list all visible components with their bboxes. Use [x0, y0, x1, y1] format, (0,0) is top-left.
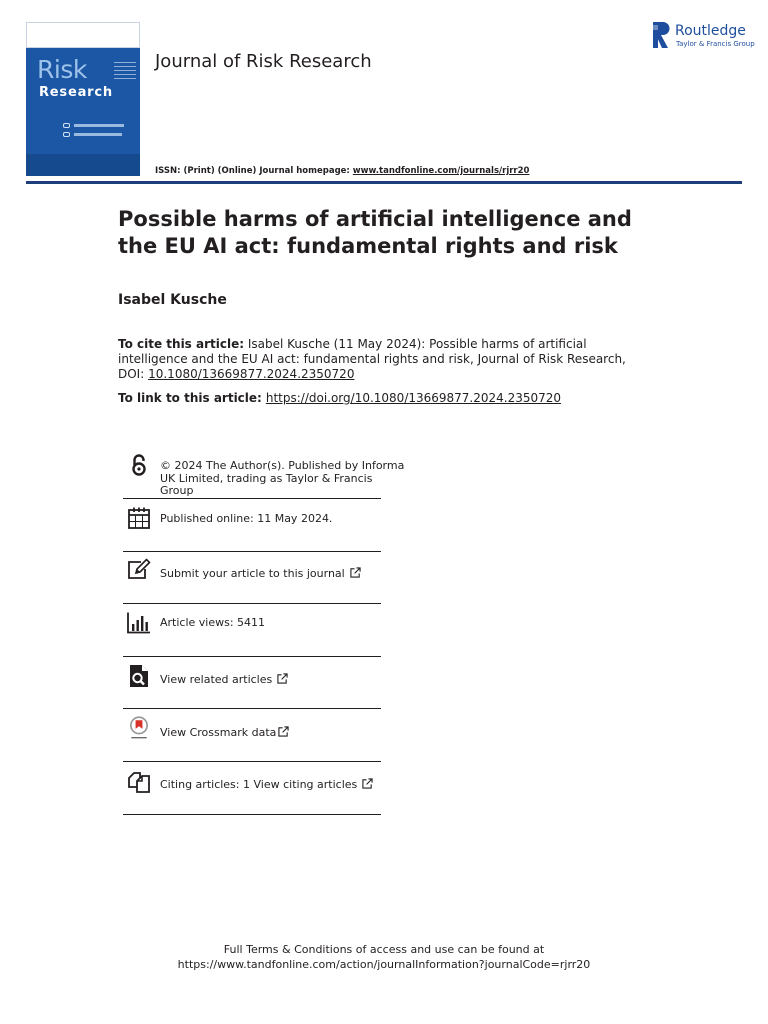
list-divider: [123, 761, 381, 762]
article-views-text: Article views: 5411: [160, 616, 266, 629]
publisher-logo: [652, 21, 755, 51]
submit-article-label: Submit your article to this journal: [160, 567, 345, 580]
external-link-icon: [277, 673, 288, 684]
list-divider: [123, 498, 381, 499]
list-divider: [123, 814, 381, 815]
crossmark-icon: [127, 716, 151, 740]
list-divider: [123, 708, 381, 709]
society-logo-icon: [63, 132, 70, 137]
submit-article-link[interactable]: [160, 567, 361, 581]
publisher-name: Routledge: [675, 23, 746, 39]
copyright-line: © 2024 The Author(s). Published by Informa: [160, 459, 405, 472]
external-link-icon: [362, 778, 373, 789]
citation-block: [118, 337, 638, 382]
article-doi-link[interactable]: https://doi.org/10.1080/13669877.2024.2350720: [265, 391, 562, 405]
journal-homepage-link[interactable]: www.tandfonline.com/journals/rjrr20: [352, 166, 530, 176]
issn-label: ISSN: (Print) (Online) Journal homepage:: [155, 166, 353, 176]
article-author: Isabel Kusche: [118, 292, 227, 308]
cover-word-research: Research: [39, 85, 113, 100]
citing-articles-label: Citing articles: 1 View citing articles: [160, 778, 358, 791]
list-divider: [123, 656, 381, 657]
article-link-line: [118, 391, 561, 405]
terms-url[interactable]: https://www.tandfonline.com/action/journalInformation?journalCode=rjrr20: [177, 957, 591, 971]
copyright-line: UK Limited, trading as Taylor & Francis: [160, 471, 373, 485]
cite-text: Isabel Kusche (11 May 2024): Possible harms of artificial intelligence and the EU AI act: fundamental rights and risk, Journal of Risk Research, DOI:: [118, 337, 626, 381]
cover-meta-lines: [114, 62, 136, 86]
copyright-line: Group: [160, 484, 194, 497]
publisher-subtitle: Taylor & Francis Group: [676, 40, 755, 48]
external-link-icon: [350, 567, 361, 578]
bar-chart-icon: [127, 611, 151, 635]
published-online-text: Published online: 11 May 2024.: [160, 512, 333, 525]
issn-line: [155, 166, 529, 176]
external-link-icon: [278, 726, 289, 737]
cite-doi-link[interactable]: 10.1080/13669877.2024.2350720: [148, 367, 355, 381]
related-articles-link[interactable]: [160, 673, 288, 687]
citing-articles-link[interactable]: [160, 778, 373, 792]
cover-footer: [26, 154, 140, 176]
cover-word-risk: Risk: [37, 55, 87, 84]
related-articles-label: View related articles: [160, 673, 273, 686]
cover-society-line: [74, 124, 124, 127]
search-document-icon: [127, 664, 151, 688]
open-access-text: [160, 460, 404, 498]
list-divider: [123, 551, 381, 552]
crossmark-label: View Crossmark data: [160, 726, 277, 739]
cite-label: To cite this article:: [118, 337, 245, 351]
header-rule: [26, 181, 742, 184]
terms-line: Full Terms & Conditions of access and use can be found at: [223, 943, 545, 956]
crossmark-link[interactable]: [160, 726, 289, 740]
link-label: To link to this article:: [118, 391, 262, 405]
terms-footer: [0, 943, 768, 972]
list-divider: [123, 603, 381, 604]
calendar-icon: [127, 506, 151, 530]
article-title: Possible harms of artificial intelligence and the EU AI act: fundamental rights and risk: [118, 207, 632, 258]
submit-pencil-icon: [127, 558, 151, 582]
society-logo-icon: [63, 123, 70, 128]
citing-pages-icon: [127, 770, 151, 794]
cover-top-band: [26, 22, 140, 48]
journal-title: Journal of Risk Research: [155, 51, 372, 72]
cover-society-line: [74, 133, 122, 136]
routledge-r-icon: [652, 21, 670, 49]
journal-cover-image: [26, 22, 140, 176]
open-access-icon: [127, 454, 151, 478]
